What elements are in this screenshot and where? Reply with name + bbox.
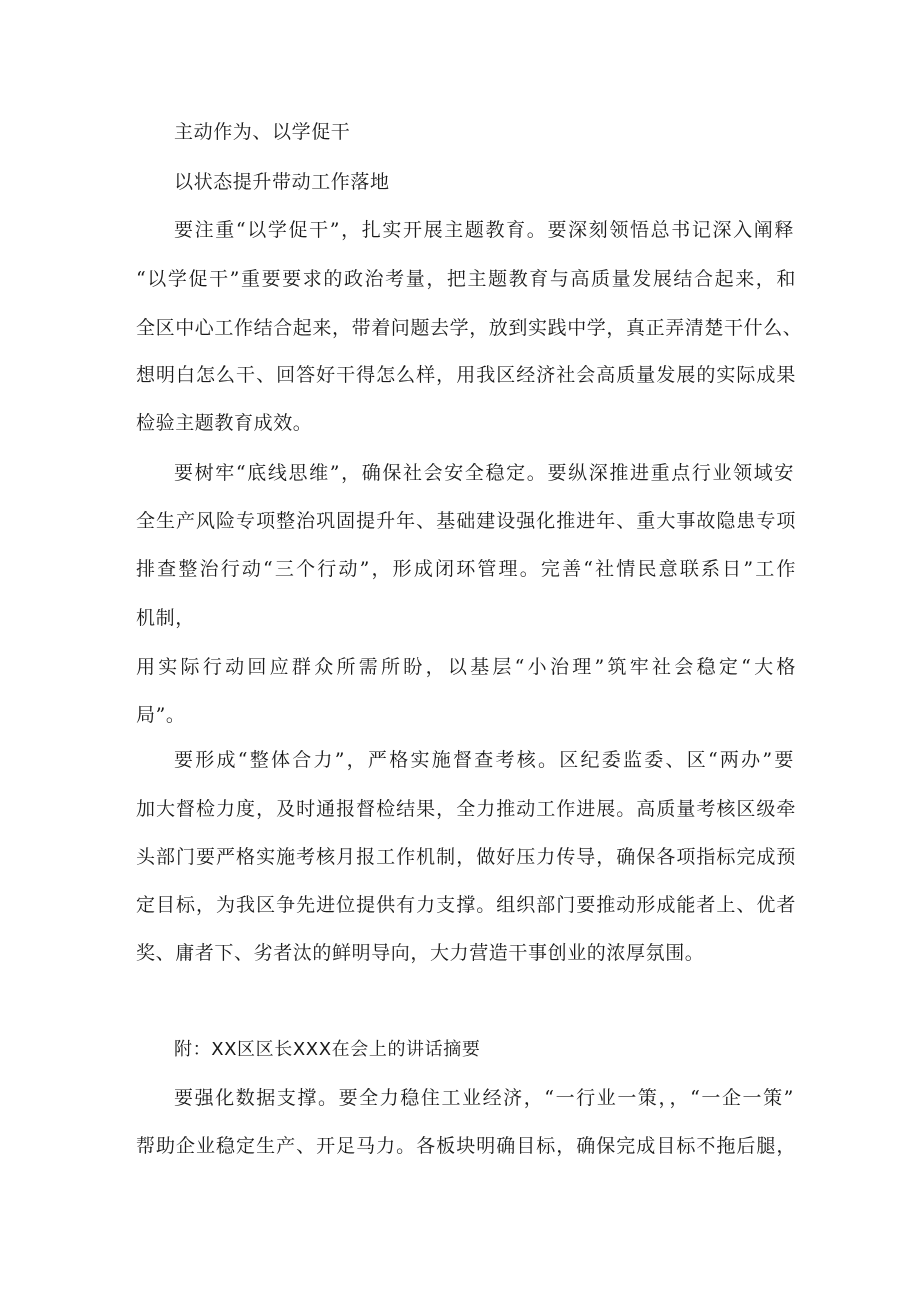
paragraph-2-line-3: 排查整治行动“三个行动”，形成闭环管理。完善“社情民意联系日”工作 (136, 558, 796, 580)
heading-line-2: 以状态提升带动工作落地 (174, 171, 390, 193)
appendix-line-2: 帮助企业稳定生产、开足马力。各板块明确目标，确保完成目标不拖后腿， (136, 1135, 796, 1157)
appendix-line-1: 要强化数据支撑。要全力稳住工业经济，“一行业一策，，“一企一策” (174, 1087, 794, 1109)
paragraph-3-line-1: 要形成“整体合力”，严格实施督查考核。区纪委监委、区“两办”要 (174, 749, 794, 771)
paragraph-3-line-5: 奖、庸者下、劣者汰的鲜明导向，大力营造干事创业的浓厚氛围。 (136, 942, 705, 964)
paragraph-2-line-2: 全生产风险专项整治巩固提升年、基础建设强化推进年、重大事故隐患专项 (136, 510, 796, 532)
paragraph-3-line-2: 加大督检力度，及时通报督检结果，全力推动工作进展。高质量考核区级牵 (136, 798, 796, 820)
paragraph-3-line-4: 定目标，为我区争先进位提供有力支撑。组织部门要推动形成能者上、优者 (136, 894, 796, 916)
paragraph-1-line-2: “以学促干”重要要求的政治考量，把主题教育与高质量发展结合起来，和 (136, 268, 796, 290)
paragraph-2-line-4: 机制， (136, 607, 195, 629)
heading-line-1: 主动作为、以学促干 (174, 121, 351, 143)
paragraph-1-line-4: 想明白怎么干、回答好干得怎么样，用我区经济社会高质量发展的实际成果 (136, 364, 796, 386)
paragraph-3-line-3: 头部门要严格实施考核月报工作机制，做好压力传导，确保各项指标完成预 (136, 846, 796, 868)
paragraph-2-line-1: 要树牢“底线思维”，确保社会安全稳定。要纵深推进重点行业领域安 (174, 462, 794, 484)
paragraph-2-line-5: 用实际行动回应群众所需所盼，以基层“小治理”筑牢社会稳定“大格 (136, 656, 796, 678)
paragraph-1-line-1: 要注重“以学促干”，扎实开展主题教育。要深刻领悟总书记深入阐释 (174, 219, 794, 241)
appendix-title: 附：XX区区长XXX在会上的讲话摘要 (174, 1039, 481, 1060)
paragraph-1-line-3: 全区中心工作结合起来，带着问题去学，放到实践中学，真正弄清楚干什么、 (136, 317, 803, 339)
paragraph-2-line-6: 局”。 (136, 704, 186, 726)
paragraph-1-line-5: 检验主题教育成效。 (136, 412, 313, 434)
